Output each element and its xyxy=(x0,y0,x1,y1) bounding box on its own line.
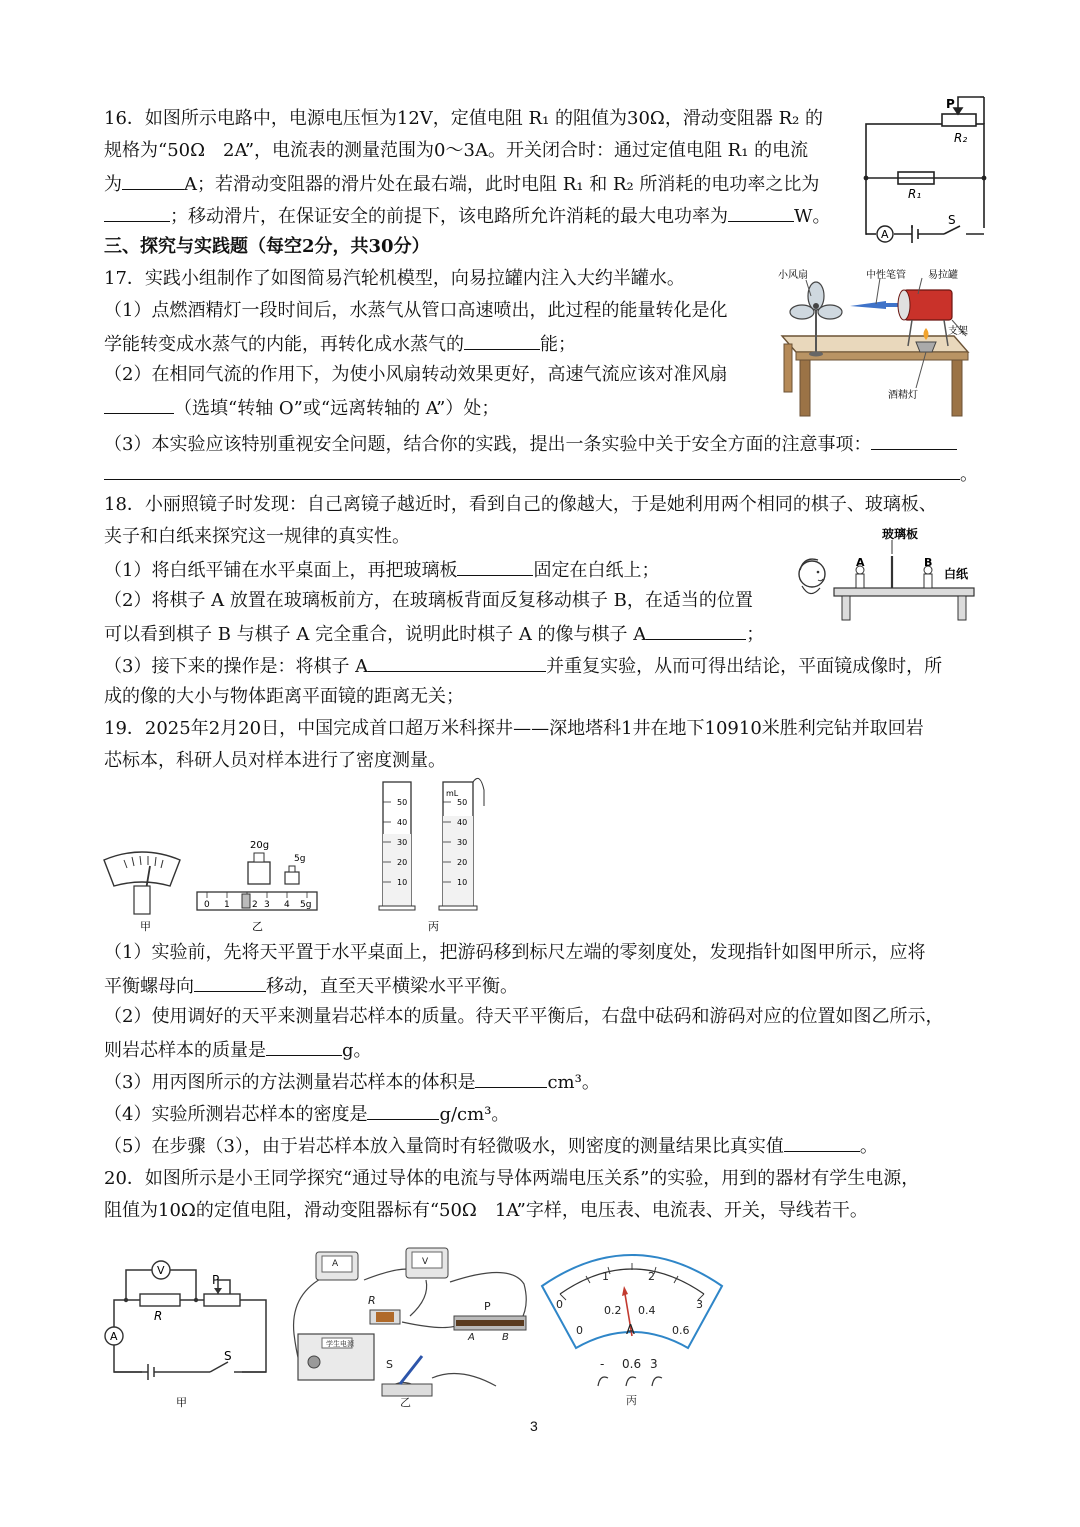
q16-fig-label-s: S xyxy=(948,213,956,227)
q17-turbine-figure xyxy=(776,268,976,418)
q20-terminal-label: - xyxy=(600,1357,605,1371)
q20-dial-inner-label: 0 xyxy=(576,1324,583,1337)
q20-fig-label-bing: 丙 xyxy=(626,1394,637,1407)
q19-line-1: 19．2025年2月20日，中国完成首口超万米科探井——深地塔科1井在地下10910米胜利完钻并取回岩 xyxy=(104,718,924,739)
q18-line-2: 夹子和白纸来探究这一规律的真实性。 xyxy=(104,526,410,547)
q20-fig-label-voltmeter: V xyxy=(422,1257,429,1267)
q19-p4 xyxy=(104,1102,509,1126)
q19-cyl-tick: 50 xyxy=(397,798,408,807)
q18-fig-label-b: B xyxy=(924,556,933,569)
q19-text: cm³。 xyxy=(547,1072,600,1093)
q20-dial-inner-label: 0.6 xyxy=(672,1324,690,1337)
q16-line-2: 规格为“50Ω 2A”，电流表的测量范围为0～3A。开关闭合时：通过定值电阻 R₁ 的电流 xyxy=(104,140,809,161)
q17-text: （3）本实验应该特别重视安全问题，结合你的实践，提出一条实验中关于安全方面的注意事项： xyxy=(104,434,872,455)
q19-fig-label-bing: 丙 xyxy=(428,920,439,933)
q18-text: （1）将白纸平铺在水平桌面上，再把玻璃板 xyxy=(104,560,458,581)
q19-cyl-tick: 10 xyxy=(397,878,408,887)
q17-blank-3[interactable] xyxy=(871,432,957,450)
q17-fig-label-fan: 小风扇 xyxy=(778,270,808,281)
q16-text: W。 xyxy=(794,206,831,227)
q20-terminal-label: 3 xyxy=(650,1357,658,1371)
q20-dial-unit: A xyxy=(626,1323,635,1338)
page-number: 3 xyxy=(530,1418,538,1434)
section-3-heading: 三、探究与实践题（每空2分，共30分） xyxy=(104,236,430,257)
q19-blank-5[interactable] xyxy=(784,1134,860,1152)
q17-line-7 xyxy=(104,462,978,486)
q18-line-5 xyxy=(104,622,764,646)
q17-fig-label-stand: 支架 xyxy=(948,326,968,337)
q19-cyl-unit: mL xyxy=(446,789,459,798)
q18-blank-3[interactable] xyxy=(368,654,546,672)
q19-fig-label-yi: 乙 xyxy=(252,920,263,933)
q17-blank-4[interactable] xyxy=(104,462,960,480)
q19-fig-label-w20: 20g xyxy=(250,840,270,851)
q20-dial-inner-label: 0.4 xyxy=(638,1304,656,1317)
q18-fig-label-paper: 白纸 xyxy=(944,567,969,581)
q20-fig-label-ra: A xyxy=(468,1332,475,1343)
q19-ruler-tick: 2 xyxy=(252,900,258,910)
q19-cyl-tick: 40 xyxy=(397,818,408,827)
q19-cyl-tick: 30 xyxy=(397,838,408,847)
q19-text: （5）在步骤（3），由于岩芯样本放入量筒时有轻微吸水，则密度的测量结果比真实值 xyxy=(104,1136,784,1157)
q17-line-2: （1）点燃酒精灯一段时间后，水蒸气从管口高速喷出，此过程的能量转化是化 xyxy=(104,300,728,321)
q16-fig-label-r1: R₁ xyxy=(908,187,922,201)
q18-line-1: 18．小丽照镜子时发现：自己离镜子越近时，看到自己的像越大，于是她利用两个相同的棋子、玻璃板、 xyxy=(104,494,937,515)
q17-fig-label-lamp: 酒精灯 xyxy=(888,390,918,401)
q19-text: g/cm³。 xyxy=(439,1104,510,1125)
q19-p2-line-1: （2）使用调好的天平来测量岩芯样本的质量。待天平平衡后，右盘中砝码和游码对应的位置如图乙所示， xyxy=(104,1006,944,1027)
q20-dial-outer-label: 3 xyxy=(696,1298,703,1311)
q19-ruler-tick: 1 xyxy=(224,900,230,910)
q17-text: 能； xyxy=(540,334,576,355)
q17-line-3 xyxy=(104,332,576,356)
q16-fig-label-r2: R₂ xyxy=(954,131,968,145)
q18-text: 固定在白纸上； xyxy=(533,560,660,581)
q18-line-7: 成的像的大小与物体距离平面镜的距离无关； xyxy=(104,686,464,707)
q18-fig-label-a: A xyxy=(856,556,865,569)
q19-line-2: 芯标本，科研人员对样本进行了密度测量。 xyxy=(104,750,446,771)
q20-fig-label-p: P xyxy=(484,1300,491,1313)
q20-fig-label-s: S xyxy=(224,1349,232,1363)
q17-blank-2[interactable] xyxy=(104,396,174,414)
q19-p1-line-2 xyxy=(104,974,518,998)
q19-ruler-tick: 3 xyxy=(264,900,270,910)
q19-p3 xyxy=(104,1070,600,1094)
q16-line-1: 16．如图所示电路中，电源电压恒为12V，定值电阻 R₁ 的阻值为30Ω，滑动变阻器 R₂ 的 xyxy=(104,108,824,129)
q16-text: 为 xyxy=(104,174,122,195)
q17-blank-1[interactable] xyxy=(464,332,540,350)
q19-figures xyxy=(100,776,500,938)
q20-fig-label-r: R xyxy=(368,1294,376,1307)
q19-p2-line-2 xyxy=(104,1038,372,1062)
q16-blank-1[interactable] xyxy=(122,172,184,190)
q17-line-5 xyxy=(104,396,499,420)
q18-line-3 xyxy=(104,558,659,582)
q17-line-6 xyxy=(104,432,957,456)
q19-ruler-tick: 5g xyxy=(300,900,312,910)
q17-text: （选填“转轴 O”或“远离转轴的 A”）处； xyxy=(174,398,500,419)
q17-fig-label-can: 易拉罐 xyxy=(928,270,958,281)
q19-cyl-tick: 40 xyxy=(457,818,468,827)
q18-blank-1[interactable] xyxy=(457,558,533,576)
q19-cyl-tick: 10 xyxy=(457,878,468,887)
q19-text: 移动，直至天平横梁水平平衡。 xyxy=(266,976,518,997)
q19-text: （4）实验所测岩芯样本的密度是 xyxy=(104,1104,368,1125)
q20-fig-label-p: P xyxy=(212,1273,220,1287)
q20-dial-outer-label: 0 xyxy=(556,1298,563,1311)
q20-dial-outer-label: 2 xyxy=(648,1270,655,1283)
q20-line-1: 20．如图所示是小王同学探究“通过导体的电流与导体两端电压关系”的实验，用到的器材有学生电源， xyxy=(104,1168,920,1189)
q18-text: ； xyxy=(746,624,765,645)
q20-fig-label-supply: 学生电源 xyxy=(326,1340,354,1348)
q18-line-4: （2）将棋子 A 放置在玻璃板前方，在玻璃板背面反复移动棋子 B，在适当的位置 xyxy=(104,590,753,611)
q19-text: g。 xyxy=(342,1040,372,1061)
q18-mirror-figure xyxy=(790,526,980,624)
q20-dial-inner-label: 0.2 xyxy=(604,1304,622,1317)
q17-fig-label-pipe: 中性笔管 xyxy=(866,270,906,281)
q20-fig-label-rb: B xyxy=(502,1332,509,1343)
q16-line-4 xyxy=(104,204,831,228)
q19-blank-4[interactable] xyxy=(367,1102,439,1120)
q18-text: 可以看到棋子 B 与棋子 A 完全重合，说明此时棋子 A 的像与棋子 A xyxy=(104,624,647,645)
q19-cyl-tick: 30 xyxy=(457,838,468,847)
q20-dial-outer-label: 1 xyxy=(602,1270,609,1283)
q19-ruler-tick: 4 xyxy=(284,900,290,910)
q16-fig-label-p: P xyxy=(946,97,955,111)
q20-terminal-label: 0.6 xyxy=(622,1357,642,1371)
q18-text: 并重复实验，从而可得出结论，平面镜成像时，所 xyxy=(546,656,943,677)
q19-blank-1[interactable] xyxy=(194,974,266,992)
q16-circuit-figure xyxy=(860,92,990,244)
q19-p1-line-1: （1）实验前，先将天平置于水平桌面上，把游码移到标尺左端的零刻度处，发现指针如图甲所示，应将 xyxy=(104,942,926,963)
q19-text: （3）用丙图所示的方法测量岩芯样本的体积是 xyxy=(104,1072,476,1093)
q20-fig-label-jia: 甲 xyxy=(176,1396,187,1409)
q16-text: ；移动滑片，在保证安全的前提下，该电路所允许消耗的最大电功率为 xyxy=(170,206,728,227)
q19-blank-3[interactable] xyxy=(475,1070,547,1088)
q19-text: 。 xyxy=(859,1136,878,1157)
q19-fig-label-jia: 甲 xyxy=(140,920,151,933)
q19-text: 平衡螺母向 xyxy=(104,976,194,997)
q19-cyl-tick: 20 xyxy=(397,858,408,867)
q19-cyl-tick: 50 xyxy=(457,798,468,807)
q17-line-1: 17．实践小组制作了如图简易汽轮机模型，向易拉罐内注入大约半罐水。 xyxy=(104,268,685,289)
q20-line-2: 阻值为10Ω的定值电阻，滑动变阻器标有“50Ω 1A”字样，电压表、电流表、开关，导线若干。 xyxy=(104,1200,868,1221)
q20-fig-label-s: S xyxy=(386,1358,393,1371)
q19-cyl-tick: 20 xyxy=(457,858,468,867)
q19-text: 则岩芯样本的质量是 xyxy=(104,1040,266,1061)
q18-text: （3）接下来的操作是：将棋子 A xyxy=(104,656,369,677)
q19-blank-2[interactable] xyxy=(266,1038,342,1056)
q17-line-4: （2）在相同气流的作用下，为使小风扇转动效果更好，高速气流应该对准风扇 xyxy=(104,364,728,385)
q16-fig-label-a: A xyxy=(881,228,889,241)
q16-text: A；若滑动变阻器的滑片处在最右端，此时电阻 R₁ 和 R₂ 所消耗的电功率之比为 xyxy=(184,174,820,195)
q20-fig-label-yi: 乙 xyxy=(400,1396,411,1409)
q19-ruler-tick: 0 xyxy=(204,900,210,910)
q18-line-6 xyxy=(104,654,942,678)
q18-fig-label-glass: 玻璃板 xyxy=(882,527,919,541)
q20-figures xyxy=(100,1236,724,1414)
q20-fig-label-a: A xyxy=(110,1330,118,1343)
q18-blank-2[interactable] xyxy=(646,622,746,640)
q16-line-3 xyxy=(104,172,819,196)
q19-p5 xyxy=(104,1134,878,1158)
q19-fig-label-w5: 5g xyxy=(294,854,306,864)
q20-fig-label-v: V xyxy=(157,1264,165,1277)
q20-fig-label-ammeter: A xyxy=(332,1259,339,1269)
q16-blank-3[interactable] xyxy=(728,204,794,222)
q20-fig-label-r: R xyxy=(154,1309,163,1323)
q17-text: 。 xyxy=(960,464,978,485)
q16-blank-2[interactable] xyxy=(104,204,170,222)
q17-text: 学能转变成水蒸气的内能，再转化成水蒸气的 xyxy=(104,334,464,355)
